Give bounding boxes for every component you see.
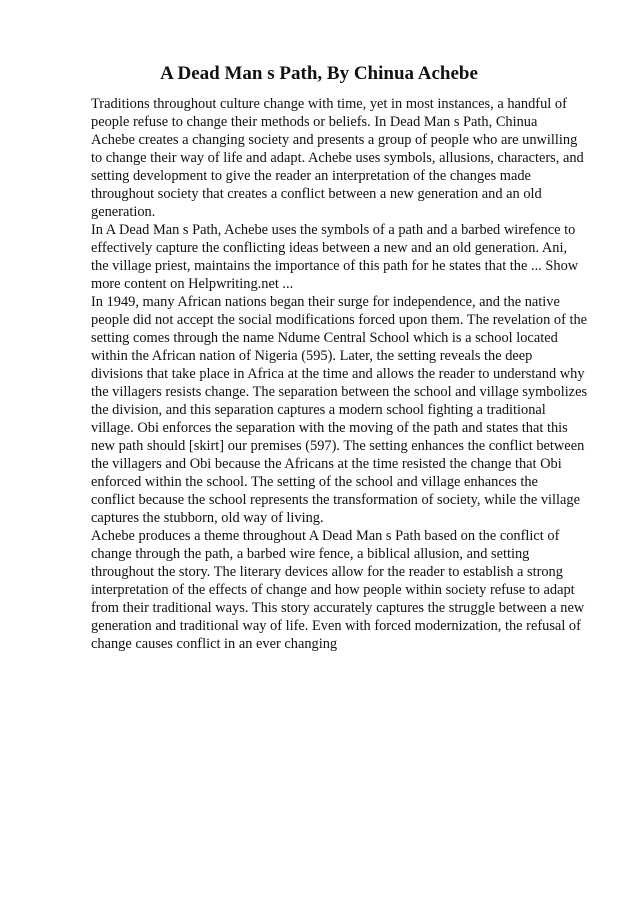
text-line: interpretation of the effects of change and how people within society refuse to adapt [91,582,575,598]
text-line: change through the path, a barbed wire fence, a biblical allusion, and setting [91,546,530,562]
text-line: Achebe produces a theme throughout A Dead Man s Path based on the conflict of [91,528,560,544]
text-line: within the African nation of Nigeria (595). Later, the setting reveals the deep [91,348,533,364]
text-line: conflict because the school represents the transformation of society, while the village [91,492,580,508]
text-line: setting comes through the name Ndume Central School which is a school located [91,330,558,346]
text-line: the division, and this separation captures a modern school fighting a traditional [91,402,546,418]
text-line: In 1949, many African nations began their surge for independence, and the native [91,294,560,310]
text-line: throughout the story. The literary devices allow for the reader to establish a strong [91,564,563,580]
text-line: the villagers and Obi because the Africans at the time resisted the change that Obi [91,456,562,472]
text-line: captures the stubborn, old way of living. [91,510,324,526]
text-line: from their traditional ways. This story accurately captures the struggle between a new [91,600,585,616]
text-line: Achebe creates a changing society and presents a group of people who are unwilling [91,132,578,148]
text-line: generation and traditional way of life. Even with forced modernization, the refusal of [91,618,581,634]
text-line: effectively capture the conflicting ideas between a new and an old generation. Ani, [91,240,568,256]
text-line: the village priest, maintains the importance of this path for he states that the ... Show [91,258,579,274]
text-line: the villagers resists change. The separation between the school and village symbolizes [91,384,588,400]
text-line: enforced within the school. The setting of the school and village enhances the [91,474,538,490]
text-line: change causes conflict in an ever changing [91,636,338,652]
text-line: generation. [91,204,156,220]
text-line: In A Dead Man s Path, Achebe uses the symbols of a path and a barbed wirefence to [91,222,576,238]
text-line: Traditions throughout culture change with time, yet in most instances, a handful of [91,96,567,112]
text-line: people refuse to change their methods or beliefs. In Dead Man s Path, Chinua [91,114,538,130]
text-line: setting development to give the reader an interpretation of the changes made [91,168,531,184]
text-line: throughout society that creates a conflict between a new generation and an old [91,186,542,202]
text-line: village. Obi enforces the separation with the moving of the path and states that this [91,420,568,436]
text-line: to change their way of life and adapt. Achebe uses symbols, allusions, characters, and [91,150,584,166]
text-line: people did not accept the social modifications forced upon them. The revelation of the [91,312,588,328]
text-line: more content on Helpwriting.net ... [91,276,294,292]
text-line: divisions that take place in Africa at the time and allows the reader to understand why [91,366,585,382]
document-body [91,95,601,653]
text-line: new path should [skirt] our premises (597). The setting enhances the conflict between [91,438,585,454]
document-title: A Dead Man s Path, By Chinua Achebe [160,63,478,84]
